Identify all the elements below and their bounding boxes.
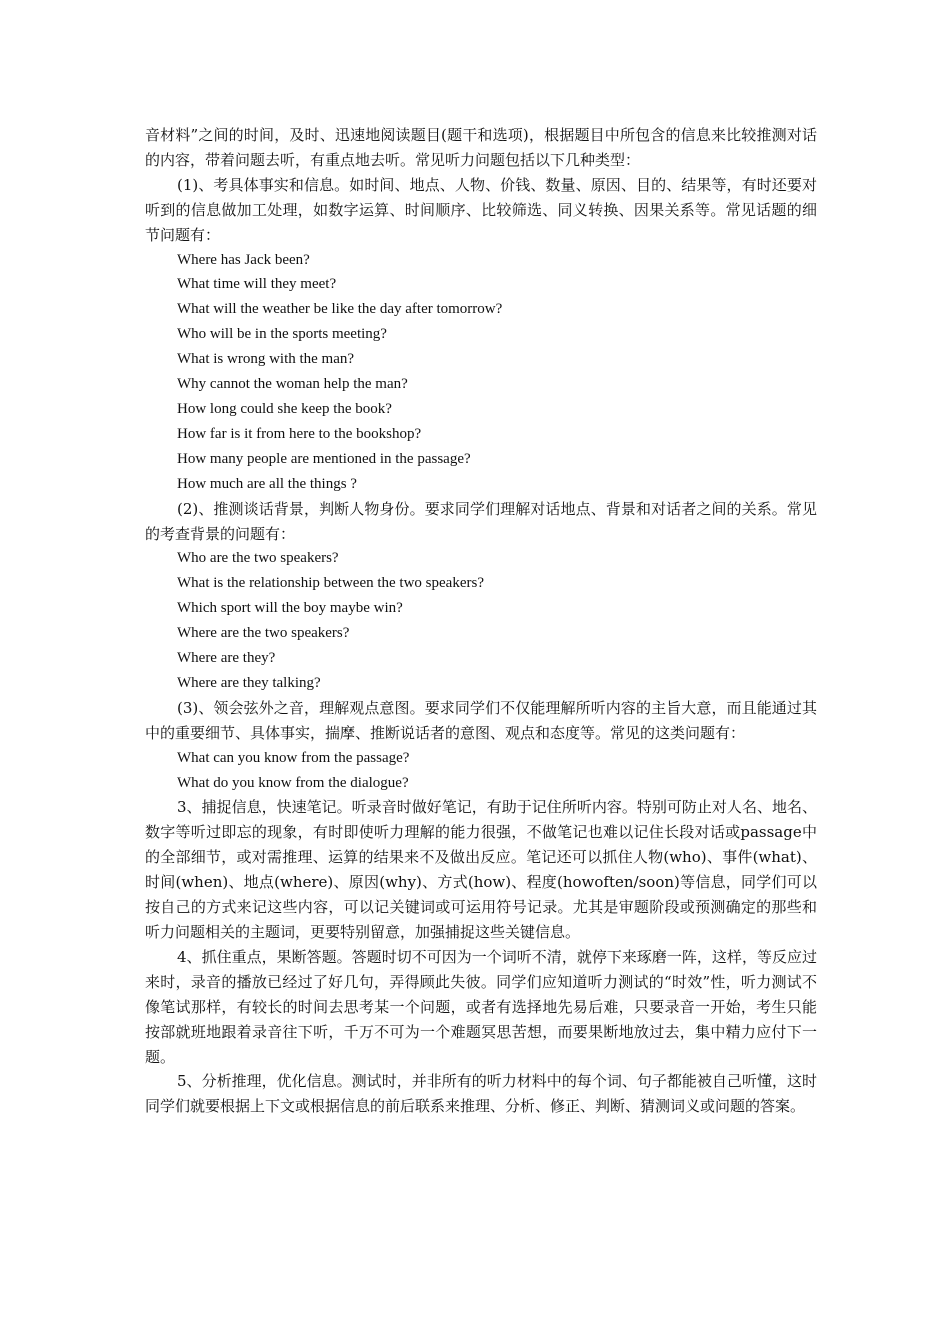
example-question: What do you know from the dialogue? [177, 774, 409, 791]
document-body [145, 123, 817, 1119]
paragraph-tip-4: 4、抓住重点，果断答题。答题时切不可因为一个词听不清，就停下来琢磨一阵，这样，等反应过来时，录音的播放已经过了好几句，弄得顾此失彼。同学们应知道听力测试的“时效”性，听力测试不像笔试那样，有较长的时间去思考某一个问题，或者有选择地先易后难，只要录音一开始，考生只能按部就班地跟着录音往下听，千万不可为一个难题冥思苦想，而要果断地放过去，集中精力应付下一题。 [145, 947, 817, 1066]
example-question: Where are the two speakers? [177, 625, 350, 642]
paragraph-type-1: (1)、考具体事实和信息。如时间、地点、人物、价钱、数量、原因、目的、结果等，有时还要对听到的信息做加工处理，如数字运算、时间顺序、比较筛选、同义转换、因果关系等。常见话题的细节问题有： [145, 175, 817, 244]
example-question: Which sport will the boy maybe win? [177, 600, 403, 617]
example-question: Why cannot the woman help the man? [177, 376, 408, 393]
paragraph-intro: 音材料”之间的时间，及时、迅速地阅读题目(题干和选项)，根据题目中所包含的信息来比较推测对话的内容，带着问题去听，有重点地去听。常见听力问题包括以下几种类型： [145, 126, 817, 169]
example-question: What will the weather be like the day after tomorrow? [177, 301, 503, 318]
example-question: Who will be in the sports meeting? [177, 326, 387, 343]
paragraph-tip-3: 3、捕捉信息，快速笔记。听录音时做好笔记，有助于记住所听内容。特别可防止对人名、地名、数字等听过即忘的现象，有时即使听力理解的能力很强，不做笔记也难以记住长段对话或passage中的全部细节，或对需推理、运算的结果来不及做出反应。笔记还可以抓住人物(who)、事件(what)、时间(when)、地点(where)、原因(why)、方式(how)、程度(howoften/soon)等信息，同学们可以按自己的方式来记这些内容，可以记关键词或可运用符号记录。尤其是审题阶段或预测确定的那些和听力问题相关的主题词，更要特别留意，加强捕捉这些关键信息。 [145, 798, 817, 941]
example-question: How long could she keep the book? [177, 400, 392, 417]
example-question: Who are the two speakers? [177, 550, 339, 567]
example-question: Where are they talking? [177, 674, 321, 691]
paragraph-type-2: (2)、推测谈话背景，判断人物身份。要求同学们理解对话地点、背景和对话者之间的关系。常见的考查背景的问题有： [145, 499, 817, 543]
example-question: How much are all the things ? [177, 475, 357, 492]
example-question: Where has Jack been? [177, 251, 310, 268]
example-question: How far is it from here to the bookshop? [177, 425, 422, 442]
example-question: What is wrong with the man? [177, 351, 355, 368]
example-question: What time will they meet? [177, 276, 337, 293]
paragraph-tip-5: 5、分析推理，优化信息。测试时，并非所有的听力材料中的每个词、句子都能被自己听懂，这时同学们就要根据上下文或根据信息的前后联系来推理、分析、修正、判断、猜测词义或问题的答案。 [145, 1072, 817, 1116]
example-question: What is the relationship between the two speakers? [177, 575, 484, 592]
paragraph-type-3: (3)、领会弦外之音，理解观点意图。要求同学们不仅能理解所听内容的主旨大意，而且能通过其中的重要细节、具体事实，揣摩、推断说话者的意图、观点和态度等。常见的这类问题有： [145, 698, 817, 742]
example-question: How many people are mentioned in the passage? [177, 450, 471, 467]
example-question: Where are they? [177, 650, 276, 667]
example-question: What can you know from the passage? [177, 749, 410, 766]
